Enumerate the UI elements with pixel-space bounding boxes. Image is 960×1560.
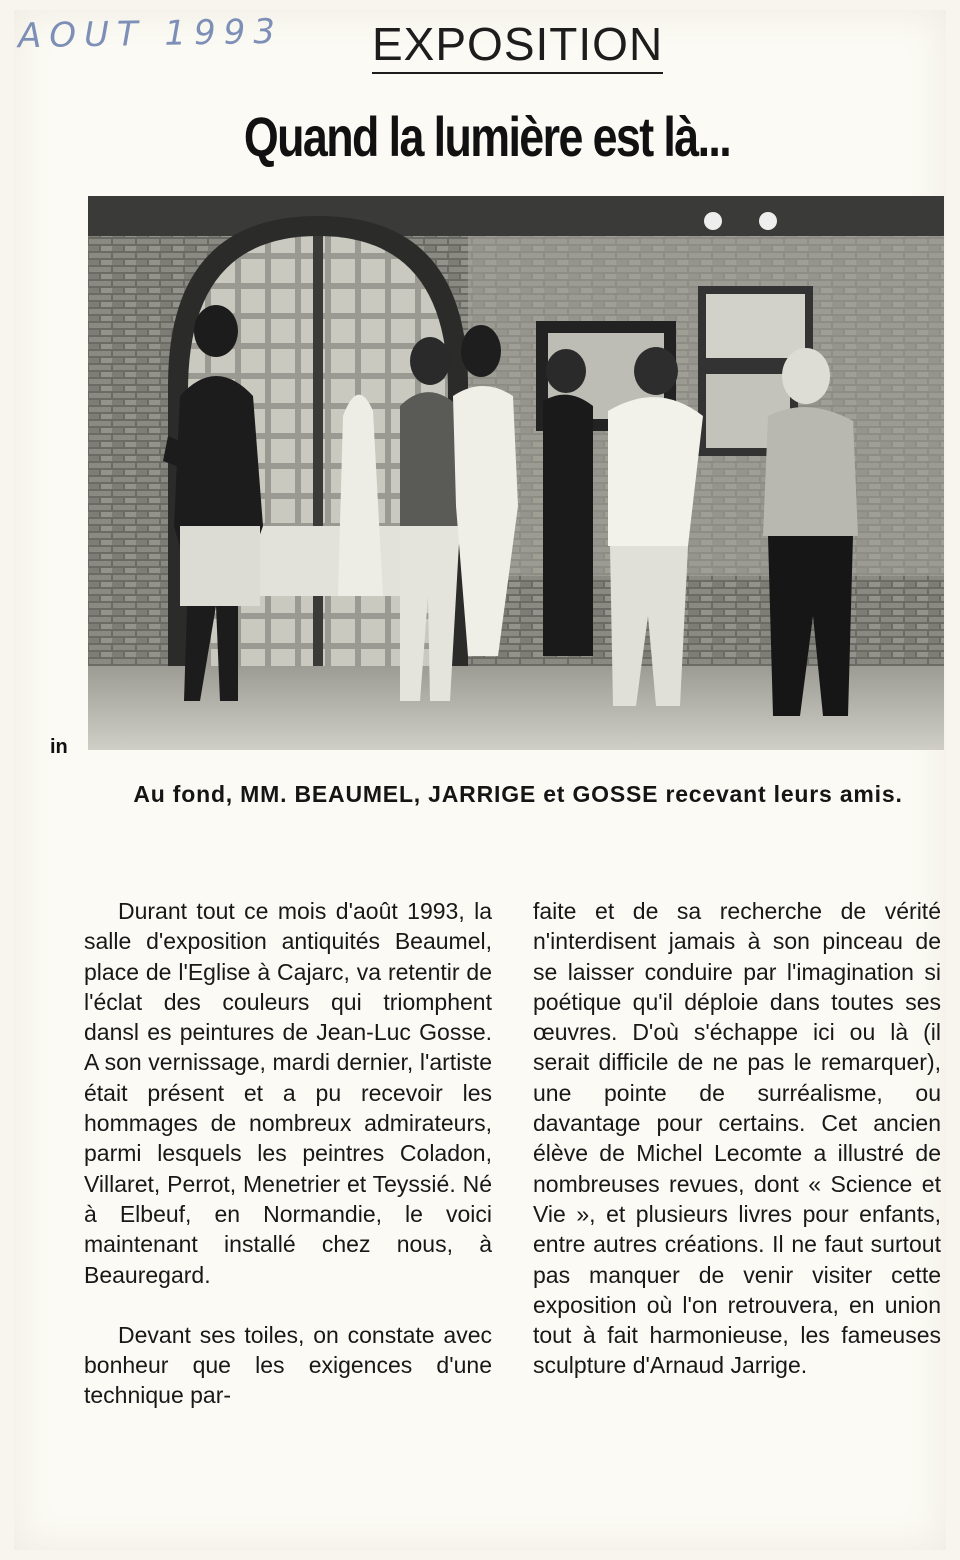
handwritten-date: AOUT 1993	[17, 11, 284, 57]
gallery-photo-icon	[88, 196, 944, 750]
article-paragraph: Devant ses toiles, on constate avec bonheur que les exigences d'une technique par-	[84, 1321, 492, 1409]
photo-credit: in	[50, 736, 68, 758]
article-column-right	[533, 896, 941, 1381]
article-headline: Quand la lumière est là...	[243, 105, 731, 168]
article-paragraph: faite et de sa recherche de vérité n'interdisent jamais à son pinceau de se laisser conduire par l'imagination si poétique qu'il déploie dans toutes ses œuvres. D'où s'échappe ici ou là (il serait difficile de ne pas le remarquer), une pointe de surréalisme, ou davantage pour certains. Cet ancien élève de Michel Lecomte a illustré de nombreuses revues, dont « Science et Vie », et plusieurs livres pour enfants, entre autres créations. Il ne faut surtout pas manquer de venir visiter cette exposition où l'on retrouvera, en union tout à fait harmonieuse, les fameuses sculpture d'Arnaud Jarrige.	[533, 898, 941, 1379]
photo-caption: Au fond, MM. BEAUMEL, JARRIGE et GOSSE recevant leurs amis.	[133, 781, 903, 807]
exhibition-photo	[88, 196, 944, 750]
article-paragraph: Durant tout ce mois d'août 1993, la salle d'exposition antiquités Beaumel, place de l'Eglise à Cajarc, va retentir de l'éclat des couleurs qui triomphent dansl es peintures de Jean-Luc Gosse. A son vernissage, mardi dernier, l'artiste était présent et a pu recevoir les hommages de nombreux admirateurs, parmi lesquels les peintres Coladon, Villaret, Perrot, Menetrier et Teyssié. Né à Elbeuf, en Normandie, le voici maintenant installé chez nous, à Beauregard.	[84, 898, 492, 1288]
article-column-left	[84, 896, 492, 1411]
section-rubric: EXPOSITION	[372, 18, 663, 74]
